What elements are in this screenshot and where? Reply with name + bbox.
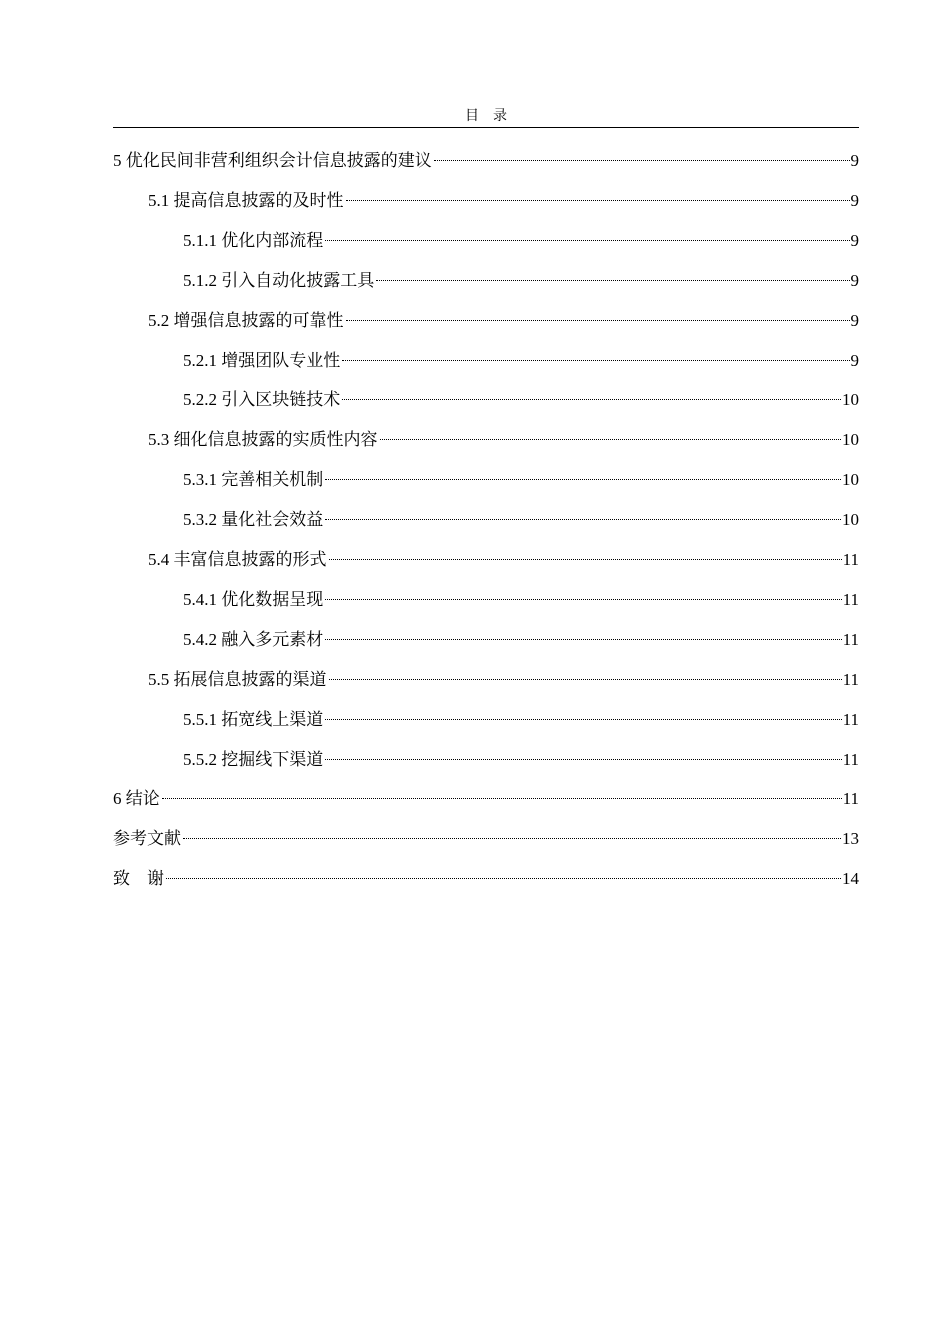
toc-entry-page: 9 — [850, 231, 859, 250]
toc-entry[interactable] — [148, 663, 859, 691]
toc-entry-page: 9 — [850, 191, 859, 210]
toc-entry-page: 11 — [842, 789, 859, 808]
toc-entry-title: 5.3.2 量化社会效益 — [183, 510, 324, 529]
toc-entry-page: 11 — [842, 590, 859, 609]
toc-entry-page: 10 — [842, 430, 859, 449]
toc-entry[interactable] — [183, 383, 859, 411]
toc-entry-title: 5.2.2 引入区块链技术 — [183, 390, 341, 409]
toc-entry[interactable] — [183, 703, 859, 731]
toc-entry-title: 5.1.2 引入自动化披露工具 — [183, 271, 375, 290]
toc-entry-page: 13 — [842, 829, 859, 848]
toc-entry[interactable] — [113, 822, 859, 850]
toc-entry-title: 5.4.2 融入多元素材 — [183, 630, 324, 649]
toc-entry-page: 11 — [842, 750, 859, 769]
toc-entry-title: 致 谢 — [113, 869, 164, 888]
toc-leader-dots — [325, 623, 841, 645]
toc-entry[interactable] — [113, 144, 859, 172]
toc-entry[interactable] — [148, 543, 859, 571]
toc-entry-title: 参考文献 — [113, 829, 181, 848]
toc-leader-dots — [325, 224, 849, 246]
toc-leader-dots — [325, 583, 841, 605]
toc-entry-title: 5.2.1 增强团队专业性 — [183, 351, 341, 370]
toc-leader-dots — [346, 184, 850, 206]
toc-entry-page: 10 — [842, 510, 859, 529]
toc-entry-page: 11 — [842, 710, 859, 729]
toc-entry-title: 5.3 细化信息披露的实质性内容 — [148, 430, 378, 449]
toc-entry-page: 14 — [842, 869, 859, 888]
toc-entry[interactable] — [148, 184, 859, 212]
toc-leader-dots — [325, 503, 841, 525]
toc-entry[interactable] — [183, 583, 859, 611]
toc-entry[interactable] — [148, 423, 859, 451]
toc-entry[interactable] — [183, 224, 859, 252]
toc-entry-page: 10 — [842, 390, 859, 409]
toc-entry-title: 5.5.1 拓宽线上渠道 — [183, 710, 324, 729]
toc-entry-page: 11 — [842, 630, 859, 649]
toc-leader-dots — [329, 543, 842, 565]
toc-entry-page: 9 — [850, 311, 859, 330]
toc-entry[interactable] — [113, 862, 859, 890]
toc-leader-dots — [346, 304, 850, 326]
toc-entry-page: 9 — [850, 271, 859, 290]
toc-leader-dots — [162, 782, 842, 804]
toc-entry[interactable] — [113, 782, 859, 810]
toc-entry[interactable] — [183, 344, 859, 372]
toc-leader-dots — [434, 144, 850, 166]
toc-leader-dots — [183, 822, 841, 844]
toc-entry[interactable] — [183, 503, 859, 531]
toc-entry-title: 5.4 丰富信息披露的形式 — [148, 550, 327, 569]
toc-leader-dots — [380, 423, 842, 445]
toc-leader-dots — [376, 264, 849, 286]
toc-entry[interactable] — [183, 623, 859, 651]
toc-entry-page: 11 — [842, 670, 859, 689]
toc-entry[interactable] — [183, 743, 859, 771]
toc-entry-page: 9 — [850, 351, 859, 370]
toc-leader-dots — [325, 743, 841, 765]
toc-entry-page: 10 — [842, 470, 859, 489]
toc-entry-title: 5.3.1 完善相关机制 — [183, 470, 324, 489]
toc-entry-title: 6 结论 — [113, 789, 160, 808]
toc-entry-title: 5.2 增强信息披露的可靠性 — [148, 311, 344, 330]
toc-leader-dots — [325, 703, 841, 725]
toc-entry-title: 5 优化民间非营利组织会计信息披露的建议 — [113, 151, 432, 170]
toc-leader-dots — [166, 862, 841, 884]
toc-entry-title: 5.4.1 优化数据呈现 — [183, 590, 324, 609]
toc-entry-page: 9 — [850, 151, 859, 170]
toc-leader-dots — [342, 344, 849, 366]
toc-entry[interactable] — [148, 304, 859, 332]
toc-entry-title: 5.5 拓展信息披露的渠道 — [148, 670, 327, 689]
toc-entry[interactable] — [183, 463, 859, 491]
toc-leader-dots — [329, 663, 842, 685]
page-header: 目 录 — [465, 109, 507, 124]
toc-entry-title: 5.1 提高信息披露的及时性 — [148, 191, 344, 210]
toc-entry-title: 5.1.1 优化内部流程 — [183, 231, 324, 250]
toc-entry-title: 5.5.2 挖掘线下渠道 — [183, 750, 324, 769]
toc-leader-dots — [325, 463, 841, 485]
toc-entry-page: 11 — [842, 550, 859, 569]
toc-entry[interactable] — [183, 264, 859, 292]
toc-leader-dots — [342, 383, 841, 405]
